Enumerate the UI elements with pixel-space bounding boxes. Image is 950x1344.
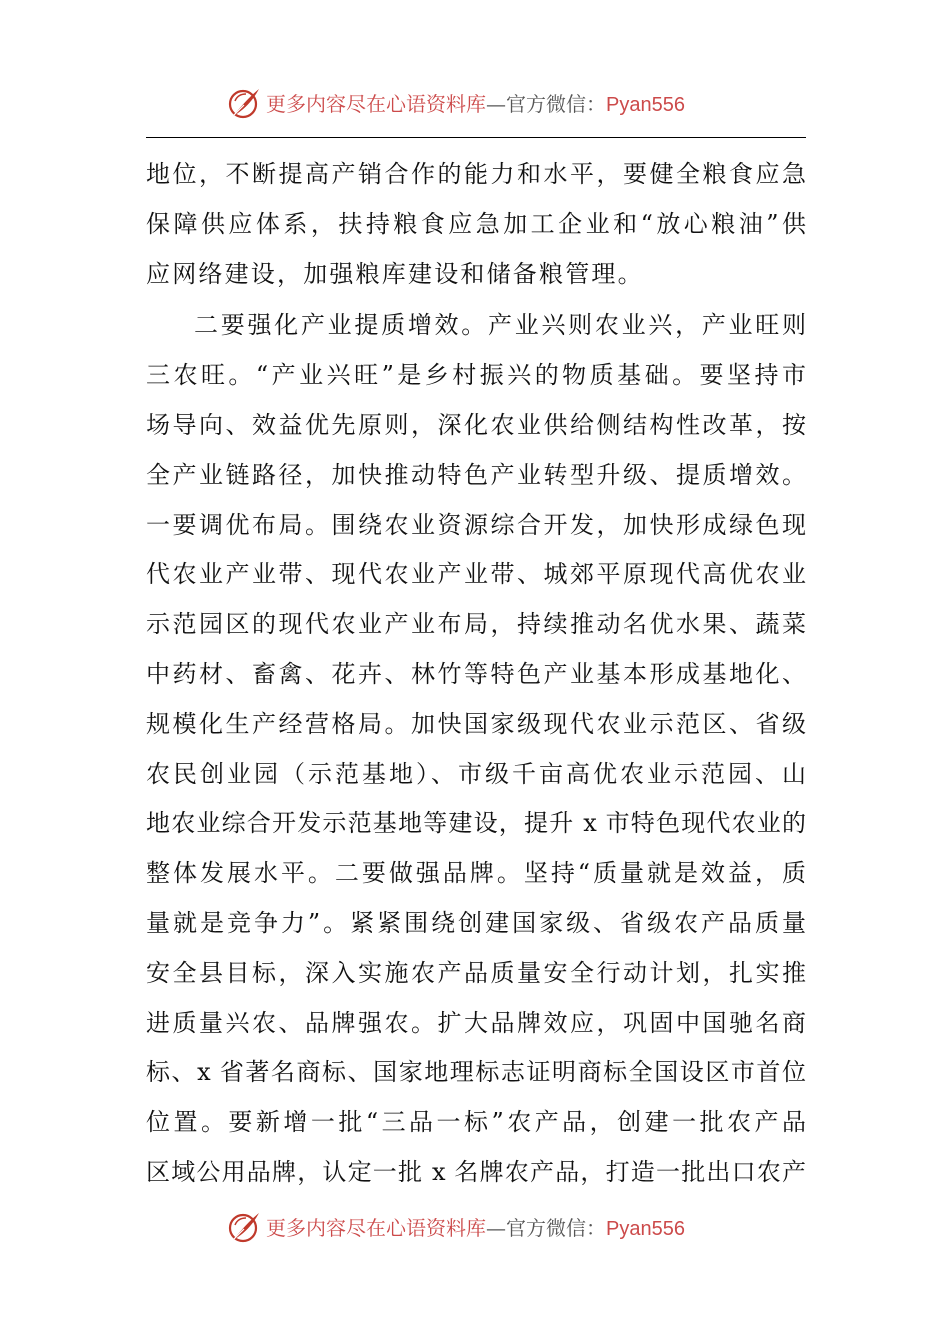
body-line: 场导向、效益优先原则，深化农业供给侧结构性改革，按 <box>146 410 806 439</box>
quill-pen-logo-icon <box>226 1210 262 1246</box>
banner-dash: — <box>486 92 506 116</box>
body-line: 中药材、畜禽、花卉、林竹等特色产业基本形成基地化、 <box>146 659 806 688</box>
body-line: 区域公用品牌，认定一批 x 名牌农产品，打造一批出口农产 <box>146 1157 806 1186</box>
body-line: 一要调优布局。围绕农业资源综合开发，加快形成绿色现 <box>146 510 806 539</box>
banner-handle: Pyan556 <box>606 1218 685 1240</box>
body-line: 量就是竞争力”。紧紧围绕创建国家级、省级农产品质量 <box>146 908 806 937</box>
banner-text <box>266 90 685 118</box>
body-line: 进质量兴农、品牌强农。扩大品牌效应，巩固中国驰名商 <box>146 1008 806 1037</box>
quill-pen-logo-icon <box>226 86 262 122</box>
body-line: 代农业产业带、现代农业产业带、城郊平原现代高优农业 <box>146 560 806 589</box>
body-line: 标、x 省著名商标、国家地理标志证明商标全国设区市首位 <box>146 1058 806 1087</box>
banner-text <box>266 1214 685 1242</box>
body-line: 应网络建设，加强粮库建设和储备粮管理。 <box>146 259 644 288</box>
body-line: 位置。要新增一批“三品一标”农产品，创建一批农产品 <box>146 1108 806 1137</box>
banner-official: 官方微信： <box>506 1216 606 1240</box>
body-line: 地位，不断提高产销合作的能力和水平，要健全粮食应急 <box>146 160 806 188</box>
body-line: 地农业综合开发示范基地等建设，提升 x 市特色现代农业的 <box>146 809 806 838</box>
body-line: 示范园区的现代农业产业布局，持续推动名优水果、蔬菜 <box>146 610 806 639</box>
body-line: 三农旺。“产业兴旺”是乡村振兴的物质基础。要坚持市 <box>146 361 806 390</box>
body-line: 全产业链路径，加快推动特色产业转型升级、提质增效。 <box>146 460 806 489</box>
header-rule <box>146 137 806 138</box>
body-line: 农民创业园（示范基地）、市级千亩高优农业示范园、山 <box>146 759 806 788</box>
banner-dash: — <box>486 1216 506 1240</box>
banner-main: 更多内容尽在心语资料库 <box>266 1216 486 1240</box>
body-line: 整体发展水平。二要做强品牌。坚持“质量就是效益，质 <box>146 859 806 888</box>
body-line-paragraph-start: 二要强化产业提质增效。产业兴则农业兴，产业旺则 <box>194 311 806 340</box>
header-banner <box>0 84 950 124</box>
body-line: 安全县目标，深入实施农产品质量安全行动计划，扎实推 <box>146 958 806 987</box>
document-body <box>146 150 806 1198</box>
banner-official: 官方微信： <box>506 92 606 116</box>
body-line: 保障供应体系，扶持粮食应急加工企业和“放心粮油”供 <box>146 209 806 238</box>
banner-main: 更多内容尽在心语资料库 <box>266 92 486 116</box>
body-line: 规模化生产经营格局。加快国家级现代农业示范区、省级 <box>146 709 806 738</box>
banner-handle: Pyan556 <box>606 94 685 116</box>
footer-banner <box>0 1208 950 1248</box>
